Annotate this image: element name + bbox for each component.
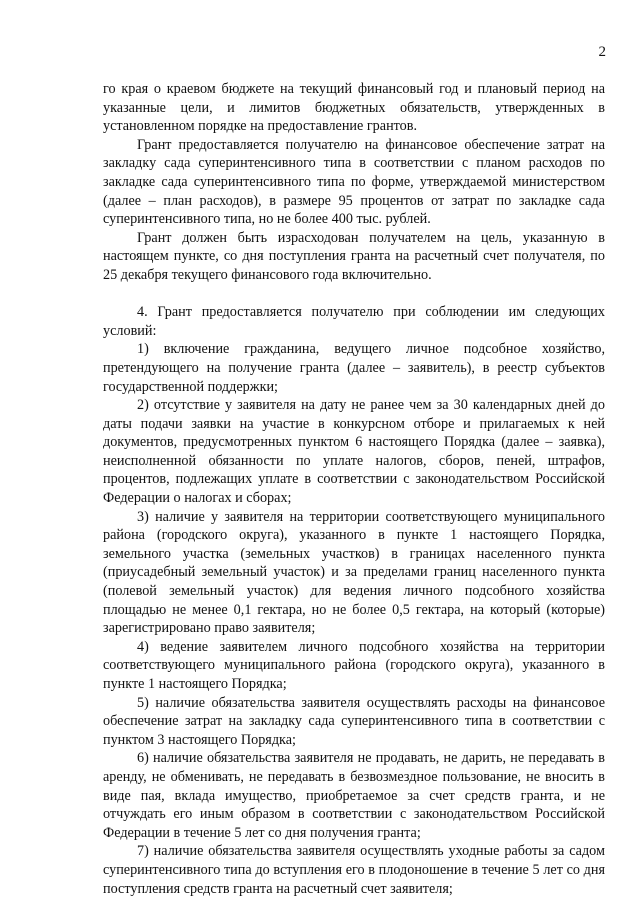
paragraph-grant-purpose: Грант предоставляется получателю на финансовое обеспечение затрат на закладку сада суперинтенсивного типа в соответствии с планом расходов по закладке сада суперинтенсивного типа по форме, утверждаемой министерством (далее – план расходов), в размере 95 процентов от затрат по закладке сада суперинтенсивного типа, но не более 400 тыс. рублей. — [103, 136, 605, 228]
list-item-condition-1: 1) включение гражданина, ведущего личное подсобное хозяйство, претендующего на получение гранта (далее – заявитель), в реестр субъектов государственной поддержки; — [103, 341, 605, 395]
list-item-condition-2: 2) отсутствие у заявителя на дату не ранее чем за 30 календарных дней до даты подачи заявки на участие в конкурсном отборе и прилагаемых к ней документов, предусмотренных пунктом 6 настоящего Порядка (далее – заявка), неисполненной обязанности по уплате налогов, сборов, пеней, штрафов, процентов, подлежащих уплате в соответствии с законодательством Российской Федерации о налогах и сборах; — [103, 397, 605, 507]
paragraph-clause-4-heading: 4. Грант предоставляется получателю при соблюдении им следующих условий: — [103, 304, 605, 339]
list-item-condition-3: 3) наличие у заявителя на территории соответствующего муниципального района (городского округа), указанного в пункте 1 настоящего Порядка, земельного участка (земельных участков) в границах населенного пункта (приусадебный земельный участок) и за пределами границ населенного пункта (полевой земельный участок) для ведения личного подсобного хозяйства площадью не менее 0,1 гектара, но не более 0,5 гектара, на который (которые) зарегистрировано право заявителя; — [103, 508, 605, 637]
list-item-condition-5: 5) наличие обязательства заявителя осуществлять расходы на финансовое обеспечение затрат на закладку сада суперинтенсивного типа в соответствии с пунктом 3 настоящего Порядка; — [103, 694, 605, 748]
list-item-condition-4: 4) ведение заявителем личного подсобного хозяйства на территории соответствующего муниципального района (городского округа), указанного в пункте 1 настоящего Порядка; — [103, 638, 605, 692]
page-number: 2 — [598, 44, 606, 60]
document-body — [103, 80, 605, 898]
list-item-condition-7: 7) наличие обязательства заявителя осуществлять уходные работы за садом суперинтенсивного типа до вступления его в плодоношение в течение 5 лет со дня поступления средств гранта на расчетный счет заявителя; — [103, 843, 605, 897]
paragraph-grant-deadline: Грант должен быть израсходован получателем на цель, указанную в настоящем пункте, со дня поступления гранта на расчетный счет получателя, по 25 декабря текущего финансового года включительно. — [103, 229, 605, 283]
list-item-condition-6: 6) наличие обязательства заявителя не продавать, не дарить, не передавать в аренду, не обменивать, не передавать в безвозмездное пользование, не вносить в виде пая, вклада имущество, приобретаемое за счет средств гранта, и не отчуждать его иным образом в соответствии с законодательством Российской Федерации в течение 5 лет со дня получения гранта; — [103, 750, 605, 841]
paragraph-budget-continuation: го края о краевом бюджете на текущий финансовый год и плановый период на указанные цели, и лимитов бюджетных обязательств, утвержденных в установленном порядке на предоставление грантов. — [103, 81, 605, 135]
